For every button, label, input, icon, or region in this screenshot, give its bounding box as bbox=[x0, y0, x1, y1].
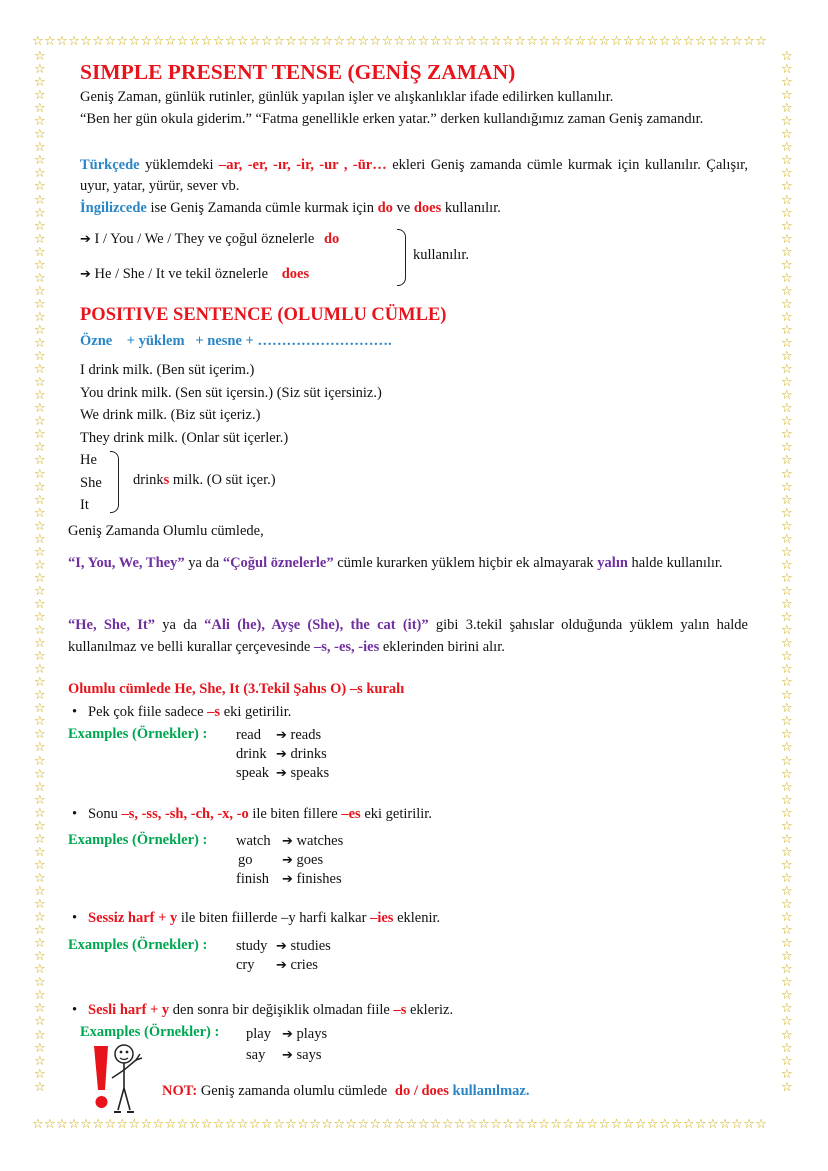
base-verb: say bbox=[246, 1047, 266, 1063]
bullet-2-text-2: ile biten fillere bbox=[248, 806, 342, 822]
star-border-bottom-icon: ☆☆☆☆☆☆☆☆☆☆☆☆☆☆☆☆☆☆☆☆☆☆☆☆☆☆☆☆☆☆☆☆☆☆☆☆☆☆☆☆☆☆☆☆☆☆☆☆☆☆☆☆☆☆☆☆☆☆☆☆☆ bbox=[32, 1118, 768, 1132]
rule-row-plural-text: I / You / We / They ve çoğul öznelerle bbox=[90, 231, 318, 247]
example-pair bbox=[246, 1024, 327, 1045]
bullet-3-text-2: eklenir. bbox=[393, 910, 441, 926]
bullet-4-examples bbox=[246, 1024, 327, 1066]
explain-p1-yalin: yalın bbox=[597, 555, 628, 571]
explain-p1-plural: “Çoğul öznelerle” bbox=[222, 555, 334, 571]
s-rule-bullet-4 bbox=[72, 1002, 453, 1019]
explain-p1-pronouns: “I, You, We, They” bbox=[68, 555, 185, 571]
drinks-s-suffix: s bbox=[163, 472, 170, 488]
example-pair bbox=[246, 1045, 327, 1066]
rules-kullanilir: kullanılır. bbox=[413, 247, 469, 263]
base-verb: speak bbox=[236, 765, 270, 781]
arrow-right-icon: ➔ bbox=[276, 766, 287, 781]
page-title: SIMPLE PRESENT TENSE (GENİŞ ZAMAN) bbox=[80, 60, 516, 84]
exclamation-cartoon-icon bbox=[90, 1038, 146, 1118]
intro-english bbox=[80, 200, 501, 217]
rule-row-singular bbox=[80, 266, 309, 283]
base-verb: drink bbox=[236, 746, 267, 762]
bullet-4-suffix: –s bbox=[393, 1002, 407, 1018]
bullet-3-consonant: Sessiz harf + y bbox=[88, 910, 178, 926]
note-do: do bbox=[394, 1083, 411, 1099]
rule-row-singular-text: He / She / It ve tekil öznelerle bbox=[90, 266, 272, 282]
rules-brace bbox=[397, 229, 406, 286]
ve-word: ve bbox=[392, 200, 414, 216]
explain-p2-text-2: gibi 3.tekil şahıslar olduğunda yüklem yalın halde kullanılmaz ve belli kurallar çerçevesinde bbox=[68, 617, 748, 655]
example-sentence-they: They drink milk. (Onlar süt içerler.) bbox=[80, 429, 289, 446]
base-verb: study bbox=[236, 938, 268, 954]
examples-label: Examples (Örnekler) : bbox=[68, 726, 208, 742]
bullet-1-text: Pek çok fiile sadece bbox=[88, 704, 208, 720]
base-verb: cry bbox=[236, 957, 255, 973]
bullet-2-text: Sonu bbox=[88, 806, 122, 822]
example-sentence-i: I drink milk. (Ben süt içerim.) bbox=[80, 362, 255, 378]
explain-p1-text-2: cümle kurarken yüklem hiçbir ek almayarak bbox=[333, 555, 598, 571]
example-pair bbox=[236, 832, 343, 851]
s-rule-bullet-1 bbox=[72, 704, 291, 721]
s-rule-bullet-2 bbox=[72, 806, 432, 823]
example-pair bbox=[236, 956, 331, 975]
turkce-suffixes: –ar, -er, -ır, -ir, -ur , -ür… bbox=[219, 157, 387, 173]
ingilizce-text-1: ise Geniş Zamanda cümle kurmak için bbox=[146, 200, 378, 216]
examples-label: Examples (Örnekler) : bbox=[68, 937, 208, 953]
s-rule-heading: Olumlu cümlede He, She, It (3.Tekil Şahıs O) –s kuralı bbox=[68, 681, 405, 697]
s-verb: plays bbox=[296, 1026, 328, 1042]
turkce-text-1: yüklemdeki bbox=[139, 157, 220, 173]
explain-p1-text-3: halde kullanılır. bbox=[627, 555, 723, 571]
s-verb: says bbox=[296, 1047, 322, 1063]
do-word: do bbox=[377, 200, 393, 216]
arrow-right-icon: ➔ bbox=[276, 939, 287, 954]
ingilizce-text-2: kullanılır. bbox=[441, 200, 501, 216]
s-verb: drinks bbox=[290, 746, 327, 762]
pronoun-she: She bbox=[80, 474, 102, 491]
turkce-label: Türkçede bbox=[80, 157, 140, 173]
arrow-right-icon: ➔ bbox=[282, 834, 293, 849]
arrow-right-icon: ➔ bbox=[282, 872, 293, 887]
s-rule-bullet-3 bbox=[72, 910, 440, 927]
arrow-right-icon: ➔ bbox=[276, 728, 287, 743]
base-verb: finish bbox=[236, 871, 270, 887]
example-pair bbox=[236, 726, 329, 745]
rule-row-plural bbox=[80, 231, 339, 248]
drinks-verb: drink bbox=[133, 472, 164, 488]
bullet-3-examples bbox=[236, 937, 331, 975]
note-label: NOT: bbox=[162, 1083, 198, 1099]
bullet-4-text: den sonra bir değişiklik olmadan fiile bbox=[169, 1002, 394, 1018]
bullet-1-examples bbox=[236, 726, 329, 783]
note-does: does bbox=[421, 1083, 449, 1099]
bullet-1-text-2: eki getirilir. bbox=[220, 704, 292, 720]
bullet-3-suffix: –ies bbox=[370, 910, 394, 926]
star-border-right-icon: ☆☆☆☆☆☆☆☆☆☆☆☆☆☆☆☆☆☆☆☆☆☆☆☆☆☆☆☆☆☆☆☆☆☆☆☆☆☆☆☆☆☆☆☆☆☆☆☆☆☆☆☆☆☆☆☆☆☆☆☆☆☆☆☆☆☆☆☆☆☆☆☆☆☆☆☆☆☆☆☆ bbox=[781, 50, 793, 1095]
intro-line-2: “Ben her gün okula giderim.” “Fatma genellikle erken yatar.” derken kullandığımız zaman Geniş zamandır. bbox=[80, 111, 704, 127]
base-verb: read bbox=[236, 727, 261, 743]
does-word: does bbox=[413, 200, 442, 216]
rule-row-plural-aux: do bbox=[323, 231, 340, 247]
bullet-1-suffix: –s bbox=[207, 704, 221, 720]
base-verb: watch bbox=[236, 833, 271, 849]
explain-intro: Geniş Zamanda Olumlu cümlede, bbox=[68, 523, 264, 539]
rule-row-singular-aux: does bbox=[281, 266, 310, 282]
explain-p2-pronouns: “He, She, It” bbox=[68, 617, 156, 633]
s-verb: speaks bbox=[290, 765, 330, 781]
explain-p2-text-3: eklerinden birini alır. bbox=[379, 639, 505, 655]
example-pair bbox=[236, 870, 343, 889]
bullet-3-text: ile biten fiillerde –y harfi kalkar bbox=[177, 910, 371, 926]
base-verb: go bbox=[238, 852, 253, 868]
bullet-2-examples bbox=[236, 832, 343, 889]
es-verb: watches bbox=[296, 833, 344, 849]
explain-paragraph-2 bbox=[68, 614, 748, 658]
explain-p2-suffixes: –s, -es, -ies bbox=[313, 639, 380, 655]
example-pair bbox=[236, 851, 343, 870]
arrow-right-icon: ➔ bbox=[282, 1027, 293, 1042]
es-verb: finishes bbox=[296, 871, 342, 887]
explain-paragraph-1 bbox=[68, 552, 748, 574]
example-pair bbox=[236, 937, 331, 956]
explain-p1-text: ya da bbox=[184, 555, 223, 571]
bullet-2-suffix: –es bbox=[341, 806, 361, 822]
bullet-4-text-2: ekleriz. bbox=[406, 1002, 454, 1018]
arrow-right-icon: ➔ bbox=[276, 747, 287, 762]
star-border-top-icon: ☆☆☆☆☆☆☆☆☆☆☆☆☆☆☆☆☆☆☆☆☆☆☆☆☆☆☆☆☆☆☆☆☆☆☆☆☆☆☆☆☆☆☆☆☆☆☆☆☆☆☆☆☆☆☆☆☆☆☆☆☆ bbox=[32, 35, 768, 49]
drinks-sentence bbox=[133, 472, 276, 489]
example-pair bbox=[236, 764, 329, 783]
arrow-right-icon: ➔ bbox=[80, 232, 91, 247]
examples-label: Examples (Örnekler) : bbox=[68, 832, 208, 848]
pronoun-it: It bbox=[80, 497, 89, 513]
intro-line-1: Geniş Zaman, günlük rutinler, günlük yapılan işler ve alışkanlıklar ifade edilirken kullanılır. bbox=[80, 89, 614, 105]
note-line bbox=[162, 1083, 529, 1100]
note-slash: / bbox=[410, 1083, 422, 1099]
intro-turkish bbox=[80, 155, 748, 197]
ies-verb: cries bbox=[290, 957, 318, 973]
star-border-left-icon: ☆☆☆☆☆☆☆☆☆☆☆☆☆☆☆☆☆☆☆☆☆☆☆☆☆☆☆☆☆☆☆☆☆☆☆☆☆☆☆☆☆☆☆☆☆☆☆☆☆☆☆☆☆☆☆☆☆☆☆☆☆☆☆☆☆☆☆☆☆☆☆☆☆☆☆☆☆☆☆☆ bbox=[34, 50, 46, 1095]
example-sentence-we: We drink milk. (Biz süt içeriz.) bbox=[80, 407, 261, 423]
arrow-right-icon: ➔ bbox=[80, 267, 91, 282]
example-sentence-you: You drink milk. (Sen süt içersin.) (Siz süt içersiniz.) bbox=[80, 384, 382, 401]
bullet-2-text-3: eki getirilir. bbox=[360, 806, 432, 822]
ies-verb: studies bbox=[290, 938, 331, 954]
base-verb: play bbox=[246, 1026, 271, 1042]
note-end: kullanılmaz. bbox=[452, 1083, 530, 1099]
explain-p2-examples: “Ali (he), Ayşe (She), the cat (it)” bbox=[204, 617, 429, 633]
turkce-text-2: ekleri Geniş zamanda cümle kurmak için kullanılır. Çalışır, uyur, yatar, yürür, sever vb. bbox=[80, 157, 749, 194]
arrow-right-icon: ➔ bbox=[282, 853, 293, 868]
arrow-right-icon: ➔ bbox=[276, 958, 287, 973]
explain-p2-text: ya da bbox=[155, 617, 205, 633]
examples-label: Examples (Örnekler) : bbox=[80, 1024, 220, 1040]
s-verb: reads bbox=[290, 727, 322, 743]
positive-examples bbox=[80, 359, 382, 449]
he-she-it-brace bbox=[110, 451, 119, 513]
arrow-right-icon: ➔ bbox=[282, 1048, 293, 1063]
note-text: Geniş zamanda olumlu cümlede bbox=[197, 1083, 391, 1099]
pronoun-he: He bbox=[80, 452, 97, 468]
he-she-it-list bbox=[80, 449, 102, 517]
bullet-4-vowel: Sesli harf + y bbox=[88, 1002, 170, 1018]
drinks-rest: milk. (O süt içer.) bbox=[169, 472, 276, 488]
example-pair bbox=[236, 745, 329, 764]
ingilizce-label: İngilizcede bbox=[80, 200, 147, 216]
positive-heading: POSITIVE SENTENCE (OLUMLU CÜMLE) bbox=[80, 305, 447, 325]
positive-formula: Özne + yüklem + nesne + ………………………. bbox=[80, 333, 392, 349]
es-verb: goes bbox=[296, 852, 324, 868]
bullet-2-endings: –s, -ss, -sh, -ch, -x, -o bbox=[121, 806, 249, 822]
